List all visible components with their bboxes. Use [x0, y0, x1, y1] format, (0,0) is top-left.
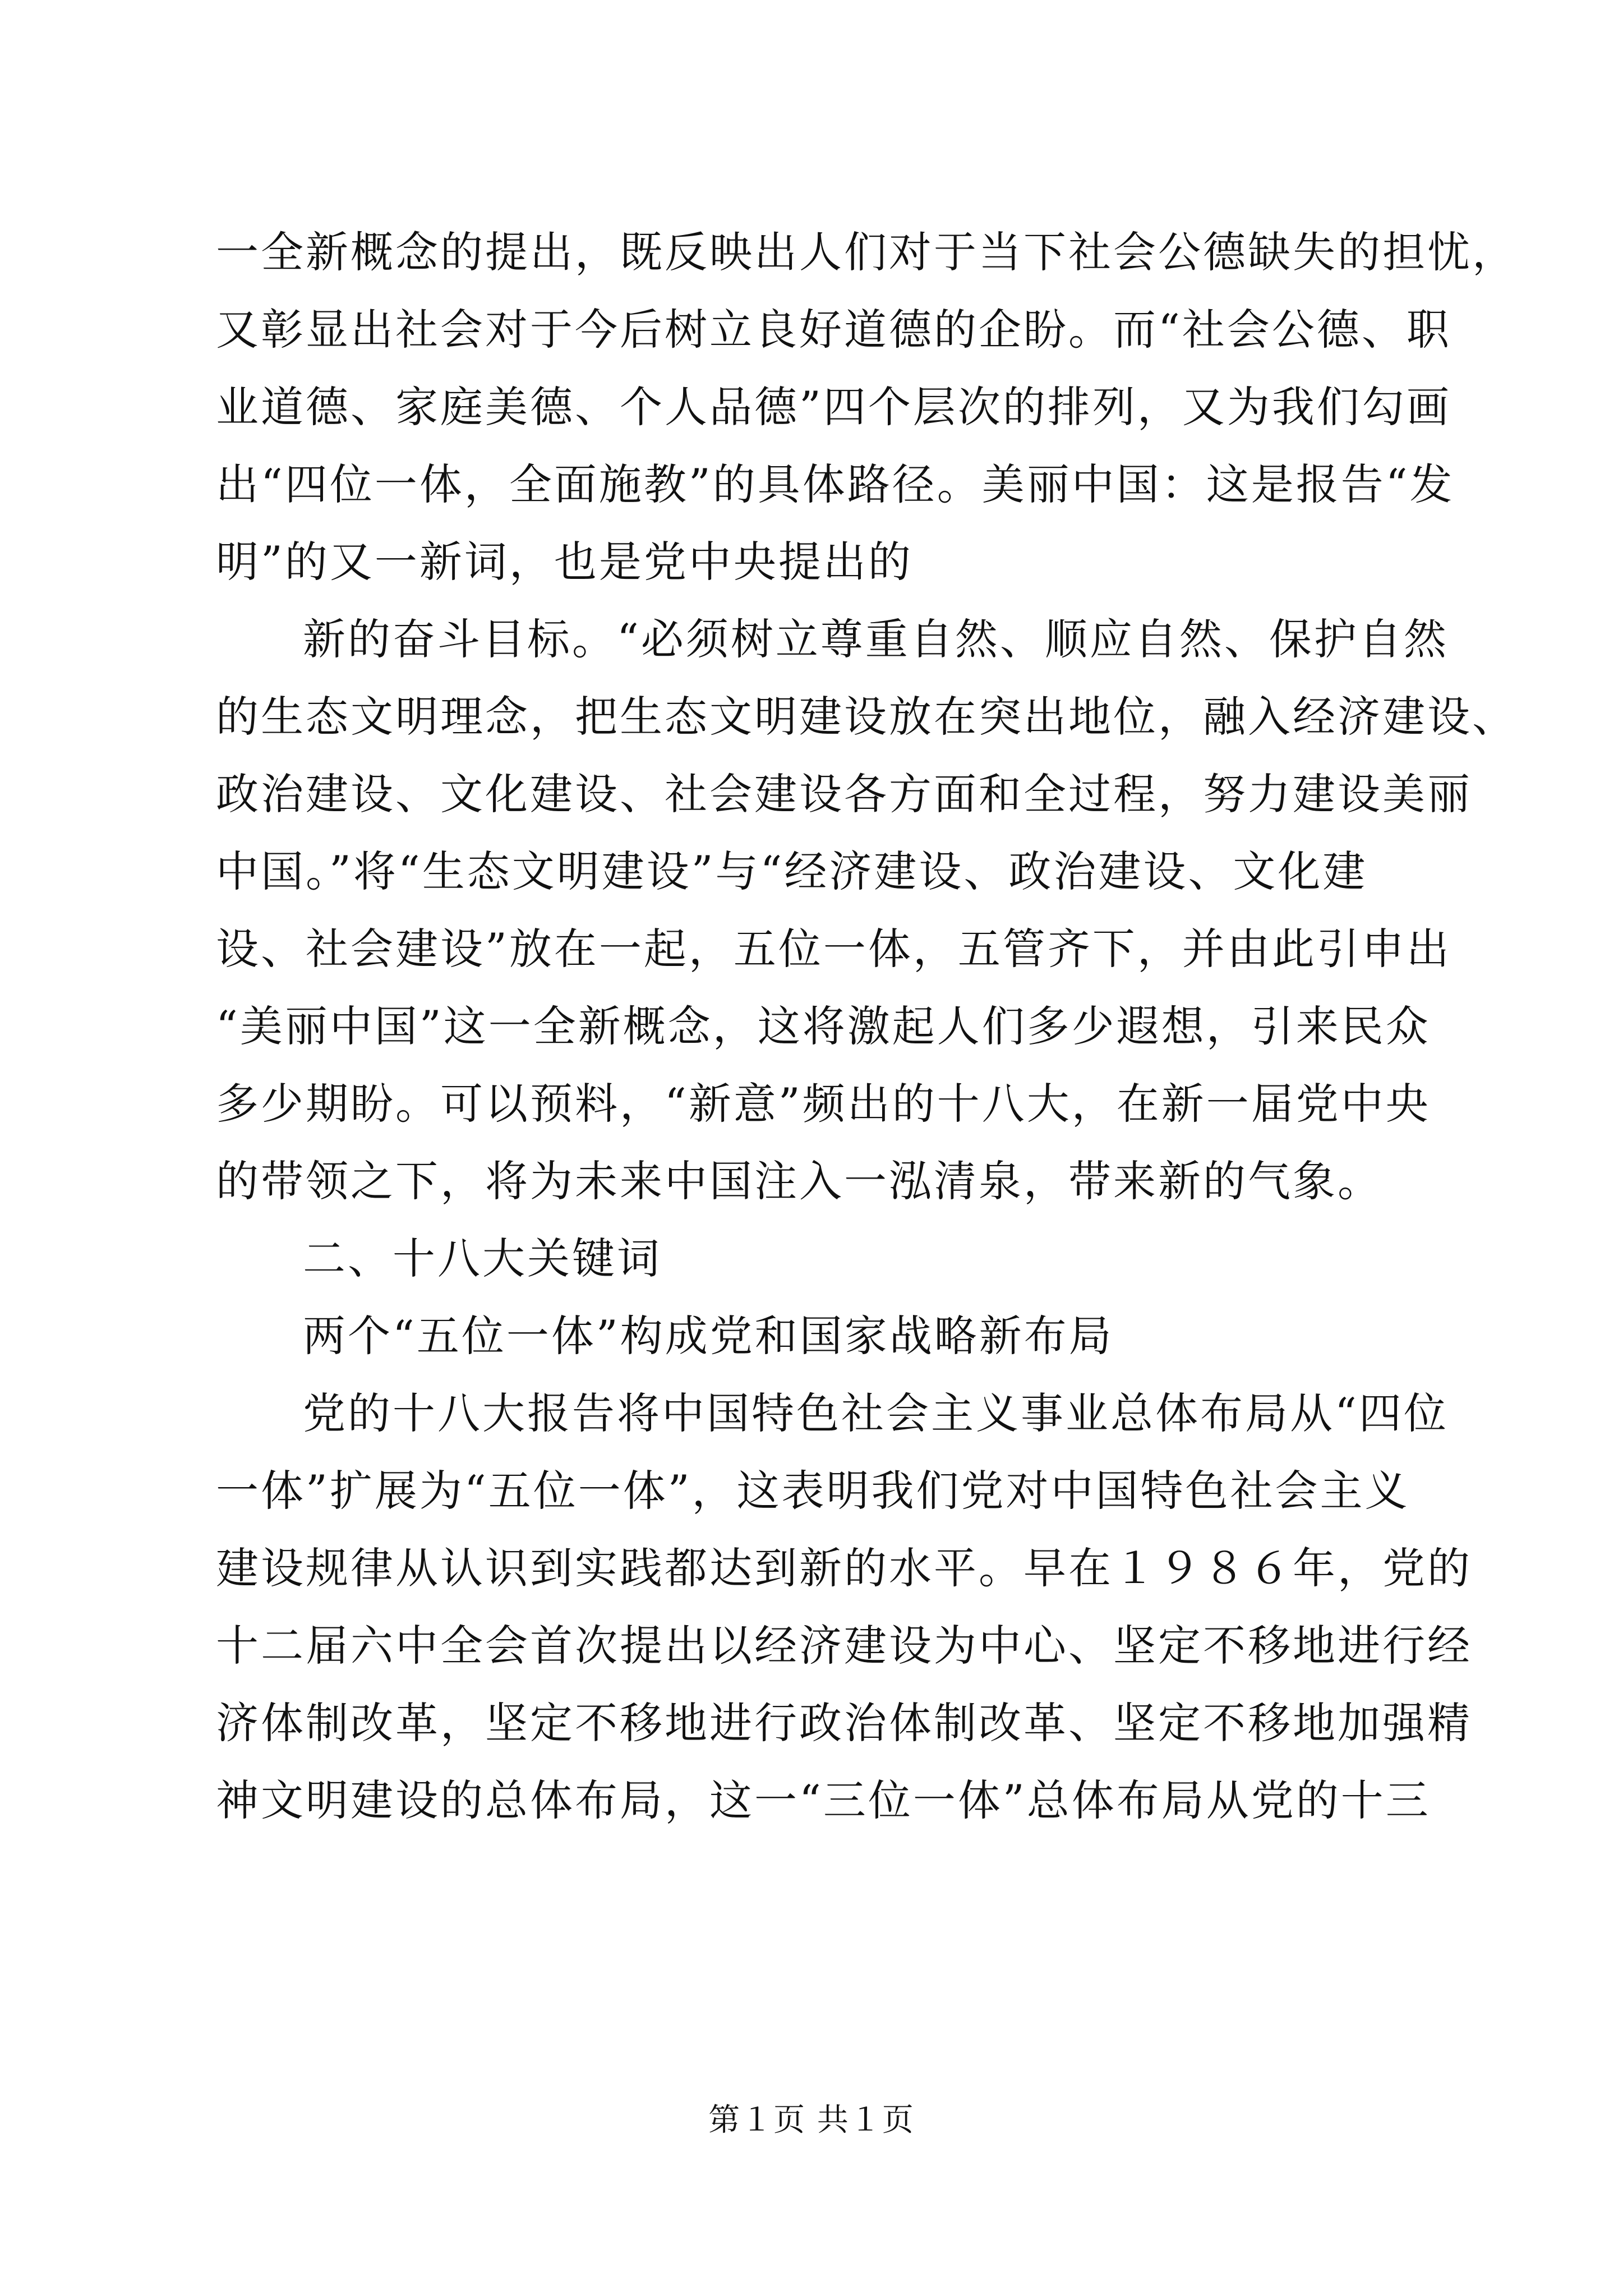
text-line-9: 中国。”将“生态文明建设”与“经济建设、政治建设、文化建	[216, 846, 1368, 896]
text-line-18: 建设规律从认识到实践都达到新的水平。早在１９８６年，党的	[216, 1543, 1472, 1593]
text-line-4: 出“四位一体，全面施教”的具体路径。美丽中国：这是报告“发	[216, 459, 1455, 509]
text-line-3: 业道德、家庭美德、个人品德”四个层次的排列，又为我们勾画	[216, 382, 1451, 432]
text-line-1: 一全新概念的提出，既反映出人们对于当下社会公德缺失的担忧，	[216, 227, 1517, 277]
page-footer: 第１页 共１页	[708, 2102, 915, 2138]
subheading: 两个“五位一体”构成党和国家战略新布局	[303, 1311, 1114, 1361]
text-line-13: 的带领之下，将为未来中国注入一泓清泉，带来新的气象。	[216, 1156, 1382, 1206]
section-heading: 二、十八大关键词	[303, 1234, 662, 1283]
text-line-12: 多少期盼。可以预料，“新意”频出的十八大，在新一届党中央	[216, 1079, 1431, 1129]
text-line-19: 十二届六中全会首次提出以经济建设为中心、坚定不移地进行经	[216, 1621, 1472, 1671]
text-line-2: 又彰显出社会对于今后树立良好道德的企盼。而“社会公德、职	[216, 305, 1451, 355]
text-line-16: 党的十八大报告将中国特色社会主义事业总体布局从“四位	[303, 1388, 1449, 1438]
text-line-6: 新的奋斗目标。“必须树立尊重自然、顺应自然、保护自然	[303, 614, 1449, 664]
text-line-17: 一体”扩展为“五位一体”，这表明我们党对中国特色社会主义	[216, 1466, 1410, 1516]
text-line-8: 政治建设、文化建设、社会建设各方面和全过程，努力建设美丽	[216, 769, 1472, 819]
text-line-11: “美丽中国”这一全新概念，这将激起人们多少遐想，引来民众	[216, 1001, 1431, 1051]
text-line-20: 济体制改革，坚定不移地进行政治体制改革、坚定不移地加强精	[216, 1698, 1472, 1748]
text-line-7: 的生态文明理念，把生态文明建设放在突出地位，融入经济建设、	[216, 692, 1517, 742]
text-line-10: 设、社会建设”放在一起，五位一体，五管齐下，并由此引申出	[216, 924, 1451, 974]
text-line-21: 神文明建设的总体布局，这一“三位一体”总体布局从党的十三	[216, 1775, 1431, 1825]
text-line-5: 明”的又一新词，也是党中央提出的	[216, 537, 913, 587]
